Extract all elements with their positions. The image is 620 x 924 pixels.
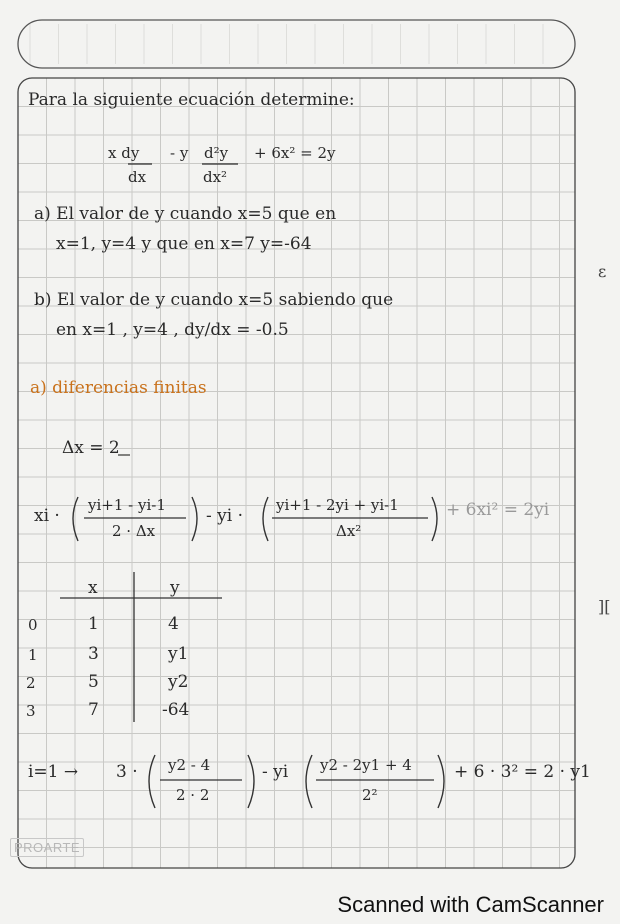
i1-minus: - yi [262, 762, 289, 782]
i1-den1: 2 · 2 [176, 786, 210, 804]
table-row-0-i: 0 [28, 616, 38, 634]
margin-mark-top: ε [598, 262, 607, 281]
eq-minus-y: - y [170, 144, 189, 162]
scanner-footer: Scanned with CamScanner [337, 892, 604, 917]
table-row-3-x: 7 [88, 700, 99, 720]
i1-num2: y2 - 2y1 + 4 [320, 756, 412, 774]
eq-dx2: dx² [203, 168, 228, 186]
i1-coef: 3 · [116, 762, 138, 782]
scheme-den1: 2 · Δx [112, 522, 156, 540]
table-row-2-i: 2 [26, 674, 36, 692]
margin-mark-bottom: ][ [598, 597, 611, 616]
part-a-line2: x=1, y=4 y que en x=7 y=-64 [56, 234, 312, 254]
table-row-2-x: 5 [88, 672, 99, 692]
i1-label: i=1 → [28, 762, 79, 782]
table-row-0-y: 4 [168, 614, 179, 634]
scheme-num2: yi+1 - 2yi + yi-1 [276, 496, 399, 514]
problem-prompt: Para la siguiente ecuación determine: [28, 90, 355, 110]
scheme-tail: + 6xi² = 2yi [446, 500, 550, 520]
table-row-1-y: y1 [168, 644, 189, 664]
table-row-3-y: -64 [162, 700, 190, 720]
method-heading: a) diferencias finitas [30, 378, 207, 398]
table-row-1-x: 3 [88, 644, 99, 664]
scheme-num1: yi+1 - yi-1 [88, 496, 166, 514]
table-row-1-i: 1 [28, 646, 38, 664]
i1-tail: + 6 · 3² = 2 · y1 [454, 762, 591, 782]
i1-den2: 2² [362, 786, 378, 804]
table-row-0-x: 1 [88, 614, 99, 634]
part-a-line1: a) El valor de y cuando x=5 que en [34, 204, 337, 224]
eq-dx: dx [128, 168, 147, 186]
table-header-y: y [170, 578, 180, 598]
table-row-2-y: y2 [168, 672, 189, 692]
delta-x: Δx = 2 [62, 438, 120, 458]
table-row-3-i: 3 [26, 702, 36, 720]
scheme-den2: Δx² [336, 522, 362, 540]
table-header-x: x [88, 578, 98, 598]
part-b-line2: en x=1 , y=4 , dy/dx = -0.5 [56, 320, 289, 340]
watermark-logo: PROARTE [10, 838, 84, 857]
scheme-minus-yi: - yi · [206, 506, 243, 526]
part-b-line1: b) El valor de y cuando x=5 sabiendo que [34, 290, 394, 310]
eq-x-dy: x dy [108, 144, 140, 162]
scheme-xi: xi · [34, 506, 60, 526]
eq-d2y: d²y [204, 144, 229, 162]
i1-num1: y2 - 4 [168, 756, 211, 774]
eq-rest: + 6x² = 2y [254, 144, 336, 162]
